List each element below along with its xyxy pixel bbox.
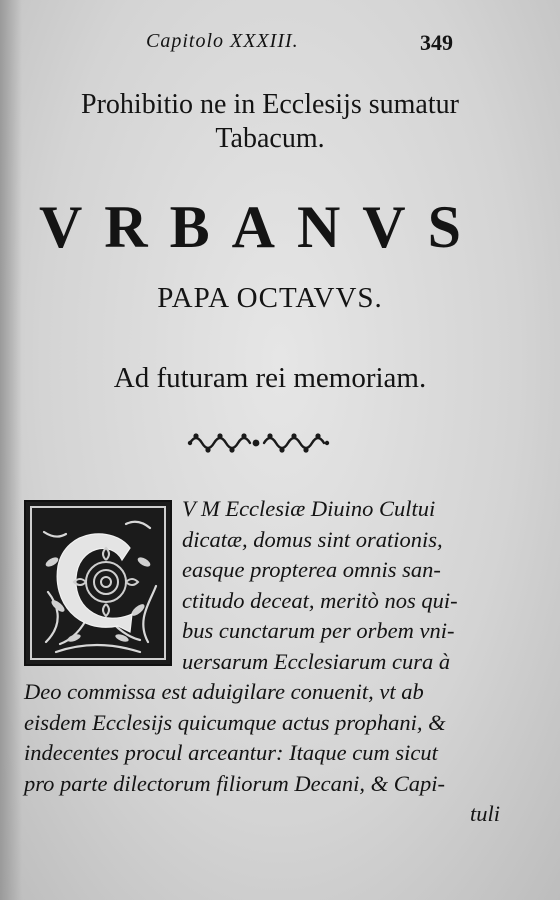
body-line: indecentes procul arceantur: Itaque cum sicut: [24, 740, 438, 765]
heading-line-1: Prohibitio ne in Ecclesijs sumatur: [81, 89, 459, 120]
chapter-running-title: Capitolo XXXIII.: [146, 30, 299, 52]
fleuron-ornament-icon: [186, 428, 332, 458]
body-line: ctitudo deceat, meritò nos qui-: [182, 587, 458, 613]
body-line: pro parte dilectorum filiorum Decani, & Capi-: [24, 770, 446, 796]
running-head: [0, 28, 560, 58]
bull-text: [24, 494, 506, 830]
body-line: dicatæ, domus sint orationis,: [182, 526, 443, 552]
pope-name: VRBANVS: [38, 194, 484, 260]
body-line: Deo commissa est aduigilare conuenit, vt ab: [24, 679, 424, 704]
catchword: tuli: [469, 801, 500, 826]
body-line: eisdem Ecclesijs quicumque actus prophani, &: [24, 709, 446, 735]
heading-line-2: Tabacum.: [215, 123, 325, 154]
body-line: V M Ecclesiæ Diuino Cultui: [182, 496, 436, 521]
body-line: uersarum Ecclesiarum cura à: [182, 648, 451, 674]
page-number: 349: [420, 30, 453, 55]
pope-title: PAPA OCTAVVS.: [157, 282, 383, 314]
opening-formula: Ad futuram rei memoriam.: [113, 362, 427, 394]
body-line: bus cunctarum per orbem vni-: [182, 618, 455, 643]
body-line: easque propterea omnis san-: [182, 557, 441, 582]
section-heading: [20, 88, 520, 156]
page-gutter-shadow: [0, 0, 22, 900]
